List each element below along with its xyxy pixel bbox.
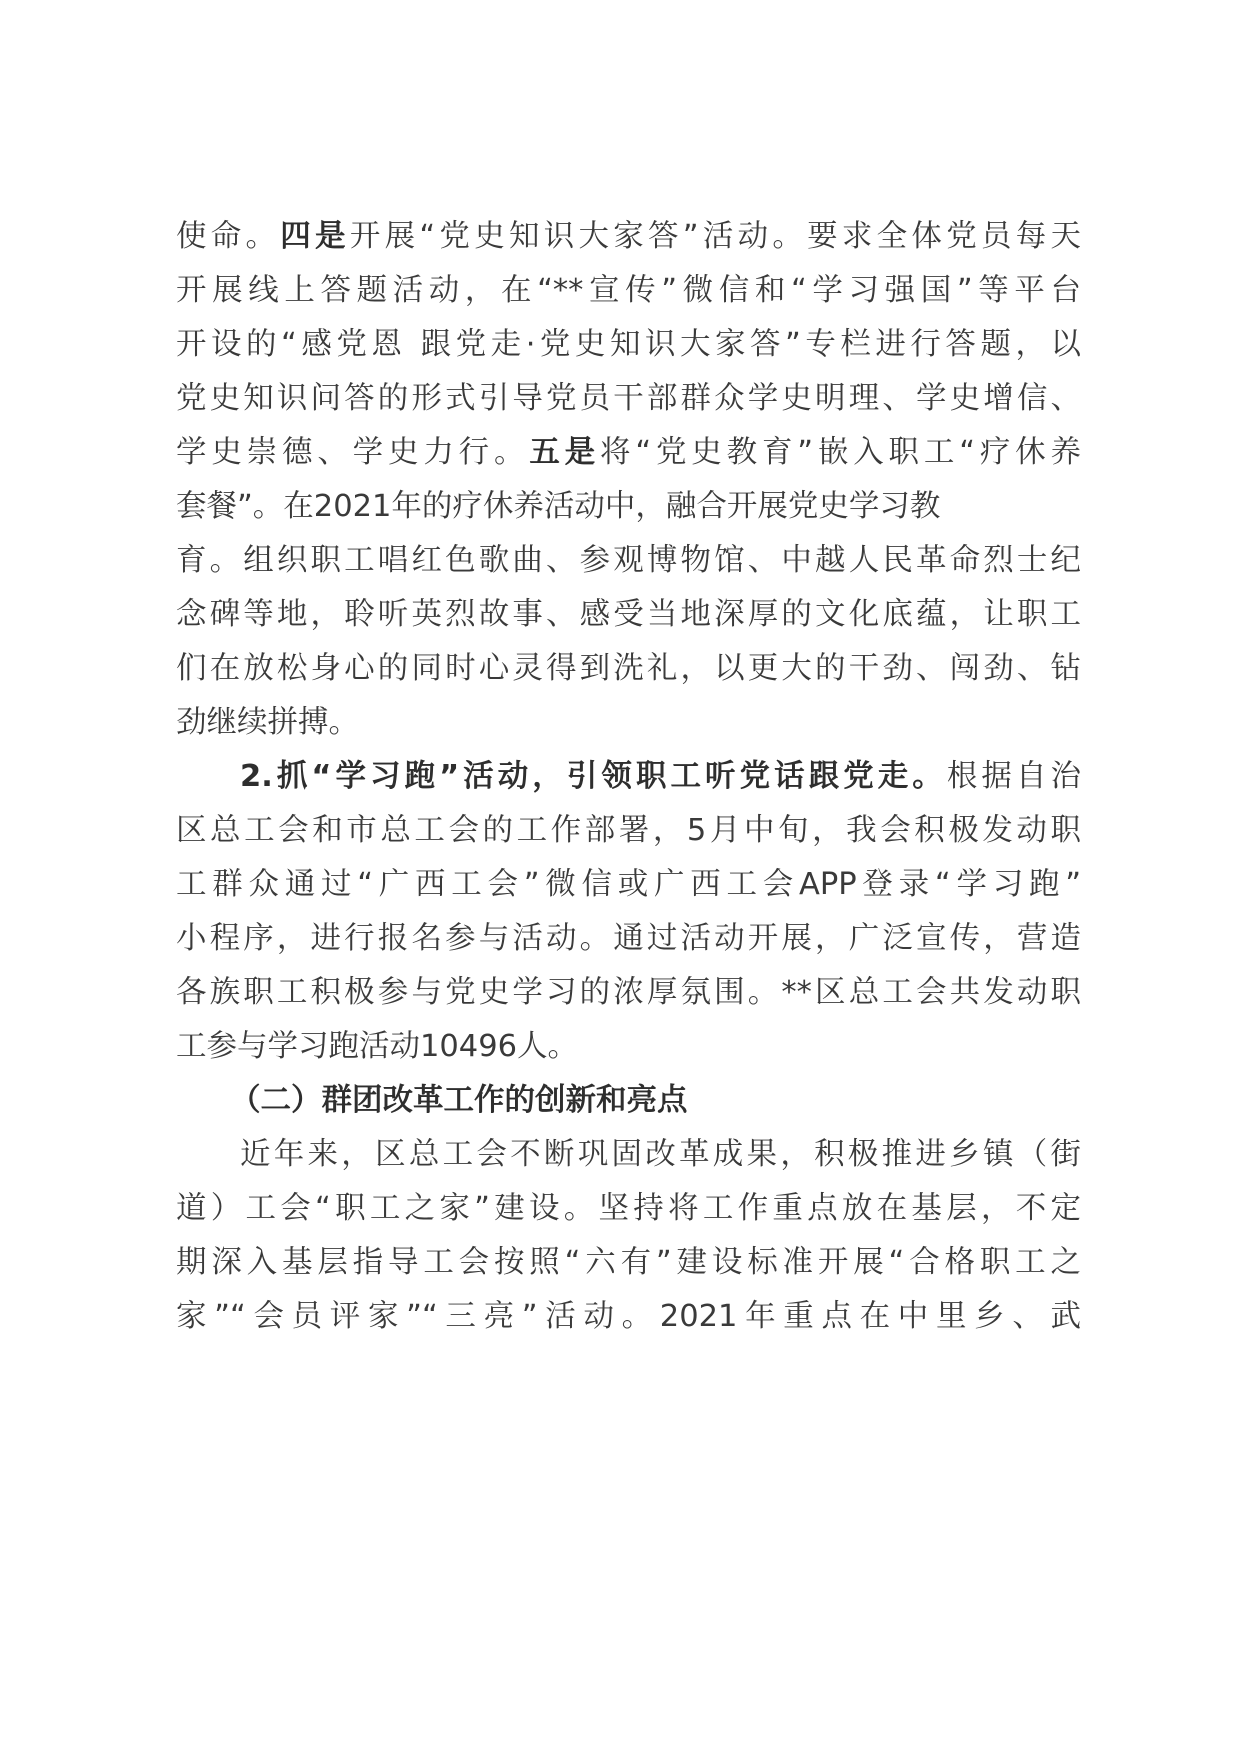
text-run: 根据自治: [946, 759, 1081, 794]
paragraph-line: 党史知识问答的形式引导党员干部群众学史明理、学史增信、: [176, 381, 1081, 416]
bold-text-run: 五是: [529, 435, 600, 470]
paragraph-line: 家”“会员评家”“三亮”活动。2021年重点在中里乡、武: [176, 1299, 1081, 1334]
paragraph-line: 期深入基层指导工会按照“六有”建设标准开展“合格职工之: [176, 1245, 1081, 1280]
paragraph-line: 区总工会和市总工会的工作部署，5月中旬，我会积极发动职: [176, 813, 1081, 848]
paragraph-line: 念碑等地，聆听英烈故事、感受当地深厚的文化底蕴，让职工: [176, 597, 1081, 632]
paragraph-line: 工参与学习跑活动10496人。: [176, 1029, 579, 1064]
paragraph-line: 育。组织职工唱红色歌曲、参观博物馆、中越人民革命烈士纪: [176, 543, 1081, 578]
paragraph-line: 劲继续拼搏。: [176, 705, 359, 740]
section-heading: （二）群团改革工作的创新和亮点: [230, 1083, 688, 1118]
paragraph-line: [176, 428, 1081, 478]
paragraph-line: 套餐”。在2021年的疗休养活动中，融合开展党史学习教: [176, 489, 941, 524]
paragraph-line: 开展线上答题活动，在“**宣传”微信和“学习强国”等平台: [176, 273, 1081, 308]
text-run: 使命。: [176, 219, 281, 254]
paragraph-line: 开设的“感党恩 跟党走·党史知识大家答”专栏进行答题，以: [176, 327, 1081, 362]
text-run: 开展“党史知识大家答”活动。要求全体党员每天: [349, 219, 1081, 254]
text-run: 将“党史教育”嵌入职工“疗休养: [599, 435, 1082, 470]
paragraph-line: 小程序，进行报名参与活动。通过活动开展，广泛宣传，营造: [176, 921, 1081, 956]
paragraph-line: 们在放松身心的同时心灵得到洗礼，以更大的干劲、闯劲、钻: [176, 651, 1081, 686]
text-run: 学史崇德、学史力行。: [176, 435, 530, 470]
paragraph-line: 各族职工积极参与党史学习的浓厚氛围。**区总工会共发动职: [176, 975, 1081, 1010]
bold-text-run: 四是: [280, 219, 350, 254]
bold-text-run: 2.抓“学习跑”活动，引领职工听党话跟党走。: [240, 759, 947, 794]
paragraph-line: 近年来，区总工会不断巩固改革成果，积极推进乡镇（街: [240, 1137, 1081, 1172]
paragraph-line: [176, 212, 1081, 262]
paragraph-line: 工群众通过“广西工会”微信或广西工会APP登录“学习跑”: [176, 867, 1081, 902]
paragraph-line: 道）工会“职工之家”建设。坚持将工作重点放在基层，不定: [176, 1191, 1081, 1226]
paragraph-line: [240, 752, 1081, 802]
